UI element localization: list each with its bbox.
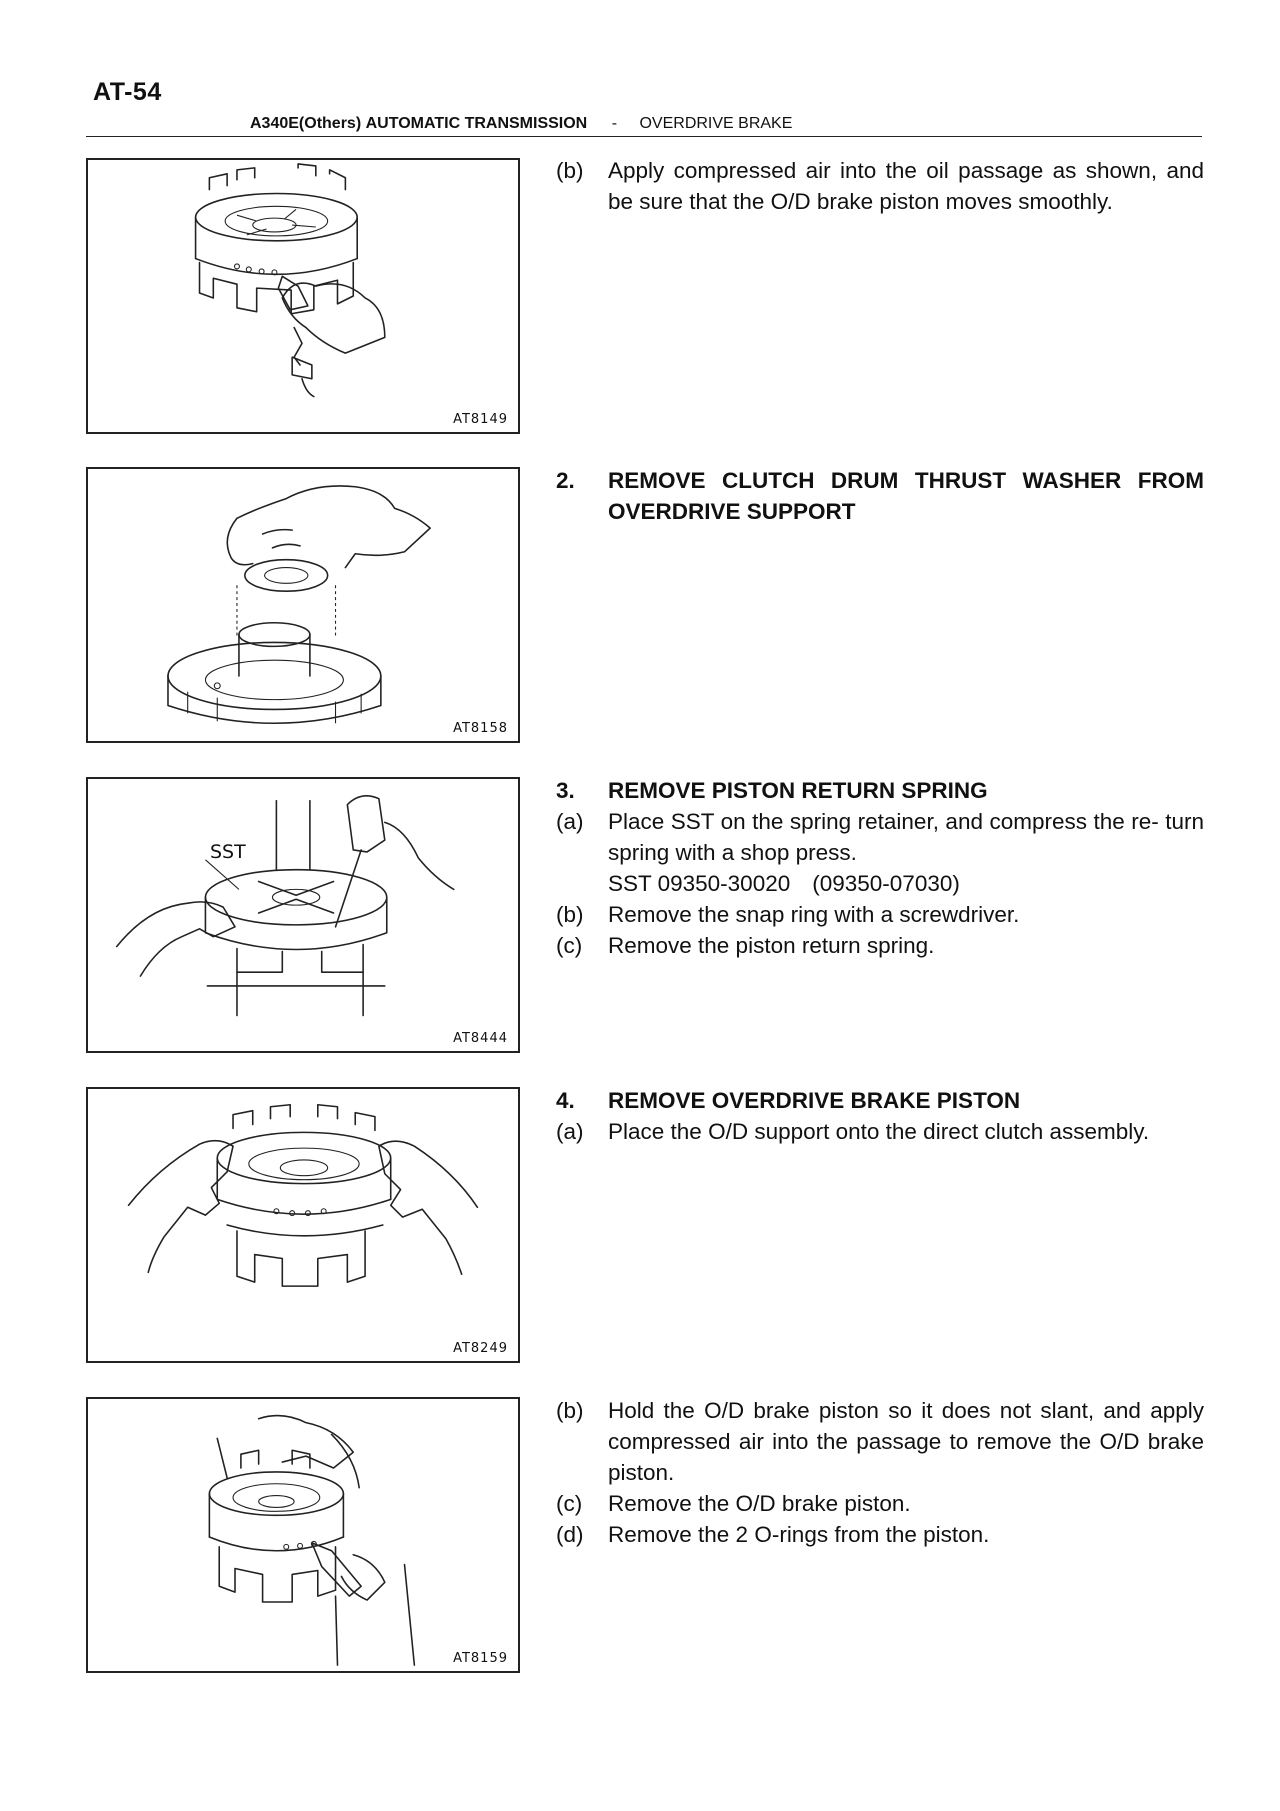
step-number: (d) [556, 1522, 584, 1547]
figure-return-spring [86, 777, 520, 1053]
piston-removal-illustration [88, 1399, 518, 1671]
sst-number: SST 09350-30020 [608, 871, 791, 896]
step-heading-text: REMOVE OVERDRIVE BRAKE PISTON [608, 1088, 1021, 1113]
step-text: Remove the 2 O-rings from the piston. [608, 1522, 990, 1547]
step-number: 3. [556, 778, 575, 803]
figure-code: AT8158 [453, 721, 508, 736]
text-block-air-test [556, 155, 1204, 217]
step-4d [556, 1519, 1204, 1550]
header-model: A340E(Others) [250, 115, 362, 132]
step-number: (a) [556, 809, 584, 834]
step-4c [556, 1488, 1204, 1519]
step-heading-text: REMOVE PISTON RETURN SPRING [608, 778, 988, 803]
step-4-heading [556, 1085, 1204, 1116]
step-4b [556, 1395, 1204, 1488]
step-3b [556, 899, 1204, 930]
step-text: Remove the O/D brake piston. [608, 1491, 911, 1516]
step-1b [556, 155, 1204, 217]
figure-thrust-washer [86, 467, 520, 743]
figure-piston-removal [86, 1397, 520, 1673]
step-2-heading [556, 465, 1204, 527]
header-separator: - [611, 115, 618, 132]
step-3a [556, 806, 1204, 868]
step-number: (b) [556, 158, 584, 183]
figure-od-support [86, 1087, 520, 1363]
sst-part-number [556, 868, 1204, 899]
step-text: Place SST on the spring retainer, and compress the re- turn spring with a shop press. [608, 809, 1204, 865]
page-number: AT-54 [93, 78, 162, 106]
figure-code: AT8149 [453, 412, 508, 427]
header-rule [86, 136, 1202, 137]
step-text: Place the O/D support onto the direct clutch assembly. [608, 1119, 1150, 1144]
step-text: Remove the snap ring with a screwdriver. [608, 902, 1020, 927]
sst-part: (09350-07030) [812, 871, 960, 896]
step-number: 2. [556, 468, 575, 493]
step-heading-text: REMOVE CLUTCH DRUM THRUST WASHER FROM OVERDRIVE SUPPORT [608, 468, 1204, 524]
text-block-return-spring [556, 775, 1204, 961]
figure-code: AT8444 [453, 1031, 508, 1046]
step-3c [556, 930, 1204, 961]
figure-code: AT8159 [453, 1651, 508, 1666]
step-3-heading [556, 775, 1204, 806]
step-text: Hold the O/D brake piston so it does not slant, and apply compressed air into the passage to remove the O/D brake piston. [608, 1398, 1204, 1485]
step-number: (a) [556, 1119, 584, 1144]
step-number: (b) [556, 1398, 584, 1423]
sst-callout: SST [210, 841, 246, 863]
figure-code: AT8249 [453, 1341, 508, 1356]
return-spring-removal-illustration [88, 779, 518, 1051]
step-number: (b) [556, 902, 584, 927]
step-number: (c) [556, 1491, 583, 1516]
step-number: 4. [556, 1088, 575, 1113]
overdrive-support-air-illustration [88, 160, 518, 432]
text-block-thrust-washer [556, 465, 1204, 527]
step-text: Apply compressed air into the oil passage as shown, and be sure that the O/D brake piston moves smoothly. [608, 158, 1204, 214]
figure-air-test [86, 158, 520, 434]
running-header [250, 115, 792, 133]
step-text: Remove the piston return spring. [608, 933, 935, 958]
step-number: (c) [556, 933, 583, 958]
thrust-washer-removal-illustration [88, 469, 518, 741]
text-block-brake-piston [556, 1085, 1204, 1147]
od-support-placement-illustration [88, 1089, 518, 1361]
text-block-piston-removal [556, 1395, 1204, 1550]
header-section: AUTOMATIC TRANSMISSION [365, 115, 588, 132]
step-4a [556, 1116, 1204, 1147]
header-subsection: OVERDRIVE BRAKE [639, 115, 793, 132]
